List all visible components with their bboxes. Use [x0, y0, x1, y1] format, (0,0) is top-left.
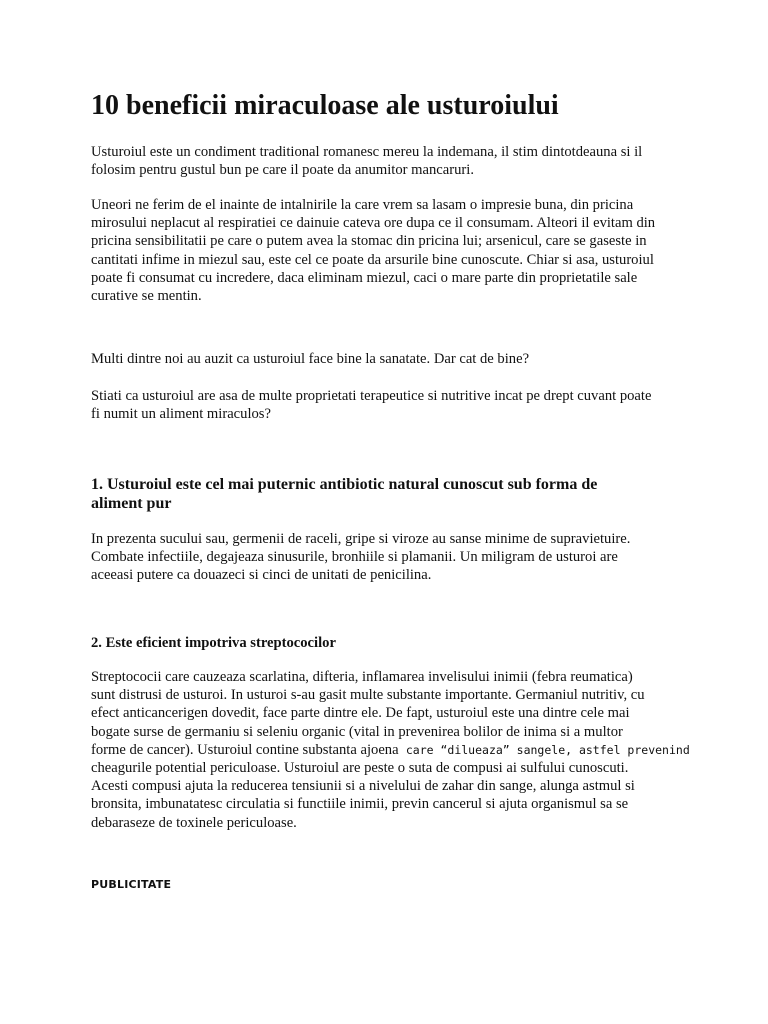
text-line: Usturoiul este un condiment traditional romanesc mereu la indemana, il stim dintotdeauna si il — [91, 144, 643, 160]
section-1-heading — [91, 475, 711, 513]
text-line: Multi dintre noi au auzit ca usturoiul face bine la sanatate. Dar cat de bine? — [91, 351, 530, 367]
text-line: pricina sensibilitatii pe care o putem avea la stomac din pricina lui; arsenicul, care se gaseste in — [91, 233, 647, 250]
text-line: cantitati infime in miezul sau, este cel ce poate da arsurile bine cunoscute. Chiar si asa, usturoiul — [91, 251, 654, 268]
text-segment-mono: care “dilueaza” sangele, astfel prevenind — [405, 742, 690, 757]
text-segment: forme de cancer). Usturoiul contine substanta ajoena — [91, 741, 399, 758]
article-title: 10 beneficii miraculoase ale usturoiului — [91, 90, 559, 121]
text-line: bronsita, imbunatatesc circulatia si functiile inimii, previn cancerul si ajuta organismul sa se — [91, 796, 629, 813]
section-1-body — [91, 530, 691, 585]
text-line: efect anticancerigen dovedit, face parte dintre ele. De fapt, usturoiul este una dintre cele mai — [91, 705, 630, 722]
text-line: Uneori ne ferim de el inainte de intalnirile la care vrem sa lasam o impresie buna, din pricina — [91, 197, 634, 213]
text-line-mixed — [91, 741, 691, 759]
text-line: sunt distrusi de usturoi. In usturoi s-au gasit multe substante importante. Germaniul nutritiv, cu — [91, 687, 645, 704]
text-line: fi numit un aliment miraculos? — [91, 406, 271, 423]
text-line: folosim pentru gustul bun pe care il poate da anumitor mancaruri. — [91, 162, 474, 179]
heading-line: aliment pur — [91, 495, 172, 512]
section-2-body — [91, 668, 691, 832]
advertisement-label: PUBLICITATE — [91, 878, 172, 891]
text-line: curative se mentin. — [91, 288, 202, 305]
paragraph-miracle — [91, 387, 691, 423]
text-line: cheagurile potential periculoase. Usturoiul are peste o suta de compusi ai sulfului cunoscuti. — [91, 760, 629, 777]
text-line: debaraseze de toxinele periculoase. — [91, 814, 297, 831]
text-line: Streptococii care cauzeaza scarlatina, difteria, inflamarea invelisului inimii (febra reumatica) — [91, 669, 633, 685]
paragraph-bad-breath — [91, 196, 691, 305]
heading-line: 1. Usturoiul este cel mai puternic antibiotic natural cunoscut sub forma de — [91, 476, 598, 493]
intro-paragraph — [91, 143, 691, 179]
text-line: Combate infectiile, degajeaza sinusurile, bronhiile si plamanii. Un miligram de usturoi are — [91, 549, 618, 566]
text-line: Acesti compusi ajuta la reducerea tensiunii si a nivelului de zahar din sange, alunga astmul si — [91, 778, 635, 795]
text-line: In prezenta sucului sau, germenii de raceli, gripe si viroze au sanse minime de supravietuire. — [91, 531, 631, 547]
text-line: aceeasi putere ca douazeci si cinci de unitati de penicilina. — [91, 567, 432, 584]
section-2-heading: 2. Este eficient impotriva streptococilor — [91, 635, 336, 651]
text-line: Stiati ca usturoiul are asa de multe proprietati terapeutice si nutritive incat pe drept cuvant poate — [91, 388, 652, 404]
text-line: poate fi consumat cu incredere, daca eliminam miezul, caci o mare parte din proprietatile sale — [91, 269, 638, 286]
text-line: mirosului neplacut al respiratiei ce dainuie cateva ore dupa ce il consumam. Alteori il evitam din — [91, 215, 656, 232]
paragraph-health — [91, 350, 691, 368]
text-line: bogate surse de germaniu si seleniu organic (vital in prevenirea bolilor de inima si a multor — [91, 723, 623, 740]
